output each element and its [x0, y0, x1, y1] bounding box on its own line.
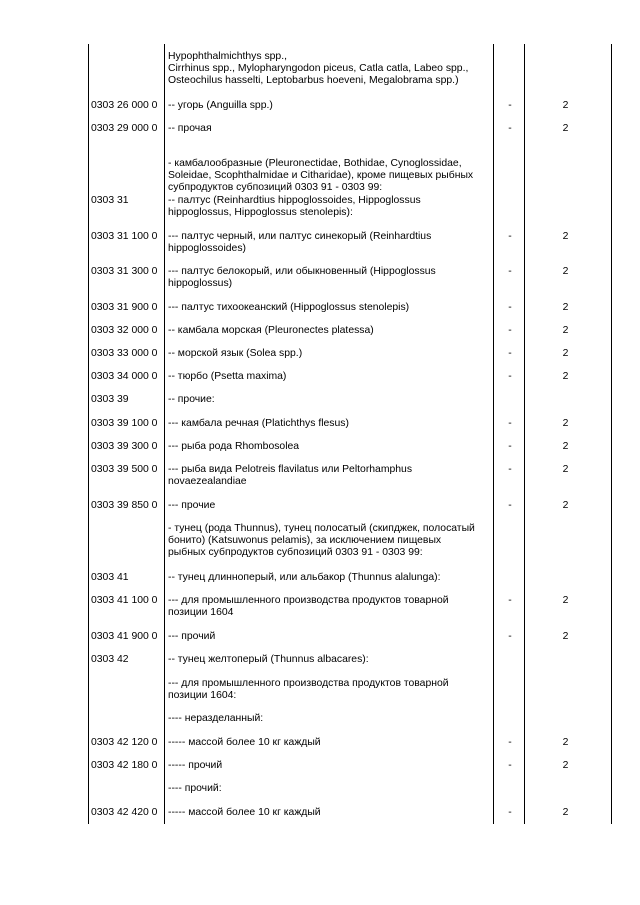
commodity-description: --- для промышленного производства продуктов товарной позиции 1604	[168, 595, 449, 618]
tariff-code: 0303 39	[91, 394, 129, 405]
table-border-left	[88, 44, 89, 824]
duty-rate: 2	[562, 266, 569, 277]
tariff-code: 0303 42	[91, 654, 129, 665]
duty-rate: 2	[562, 100, 569, 111]
unit-mark: -	[508, 325, 512, 336]
tariff-code: 0303 41 100 0	[91, 595, 158, 606]
unit-mark: -	[508, 807, 512, 818]
commodity-description: --- прочие	[168, 500, 216, 511]
tariff-code: 0303 32 000 0	[91, 325, 158, 336]
duty-rate: 2	[562, 302, 569, 313]
commodity-description: --- рыба вида Pelotreis flavilatus или Peltorhamphus novaezealandiae	[168, 464, 413, 487]
unit-mark: -	[508, 464, 512, 475]
duty-rate: 2	[562, 500, 569, 511]
commodity-description: ----- прочий	[168, 760, 223, 771]
duty-rate: 2	[562, 123, 569, 134]
commodity-description: --- палтус белокорый, или обыкновенный (Hippoglossus hippoglossus)	[168, 266, 436, 289]
commodity-description: --- палтус тихоокеанский (Hippoglossus stenolepis)	[168, 302, 410, 313]
duty-rate: 2	[562, 348, 569, 359]
unit-mark: -	[508, 100, 512, 111]
commodity-description: Hypophthalmichthys spp., Cirrhinus spp., Mylopharyngodon piceus, Catla catla, Labeo spp., Osteochilus hasselti, Leptobarbus hoeveni, Megalobrama spp.)	[168, 51, 469, 86]
tariff-code: 0303 34 000 0	[91, 371, 158, 382]
commodity-description: --- камбала речная (Platichthys flesus)	[168, 418, 349, 429]
tariff-code: 0303 26 000 0	[91, 100, 158, 111]
duty-rate: 2	[562, 631, 569, 642]
duty-rate: 2	[562, 325, 569, 336]
column-divider-unit	[524, 44, 525, 824]
duty-rate: 2	[562, 760, 569, 771]
tariff-code: 0303 42 120 0	[91, 737, 158, 748]
unit-mark: -	[508, 371, 512, 382]
duty-rate: 2	[562, 441, 569, 452]
tariff-code: 0303 31 300 0	[91, 266, 158, 277]
tariff-code: 0303 39 300 0	[91, 441, 158, 452]
commodity-description: -- тюрбо (Psetta maxima)	[168, 371, 287, 382]
duty-rate: 2	[562, 737, 569, 748]
duty-rate: 2	[562, 807, 569, 818]
duty-rate: 2	[562, 595, 569, 606]
tariff-code: 0303 31 900 0	[91, 302, 158, 313]
tariff-code: 0303 31	[91, 195, 129, 206]
tariff-code: 0303 33 000 0	[91, 348, 158, 359]
unit-mark: -	[508, 302, 512, 313]
unit-mark: -	[508, 631, 512, 642]
commodity-description: ---- неразделанный:	[168, 713, 264, 724]
duty-rate: 2	[562, 418, 569, 429]
commodity-description: -- тунец желтоперый (Thunnus albacares):	[168, 654, 369, 665]
commodity-description: -- тунец длинноперый, или альбакор (Thunnus alalunga):	[168, 572, 441, 583]
commodity-description: --- прочий	[168, 631, 216, 642]
duty-rate: 2	[562, 371, 569, 382]
commodity-description: -- прочие:	[168, 394, 215, 405]
tariff-code: 0303 31 100 0	[91, 231, 158, 242]
unit-mark: -	[508, 760, 512, 771]
commodity-description: ----- массой более 10 кг каждый	[168, 737, 321, 748]
tariff-code: 0303 41 900 0	[91, 631, 158, 642]
tariff-code: 0303 39 500 0	[91, 464, 158, 475]
unit-mark: -	[508, 348, 512, 359]
unit-mark: -	[508, 123, 512, 134]
tariff-code: 0303 42 420 0	[91, 807, 158, 818]
commodity-description: - тунец (рода Thunnus), тунец полосатый (скипджек, полосатый бонито) (Katsuwonus pelamis), за исключением пищевых рыбных субпродуктов субпозиций 0303 91 - 0303 99:	[168, 523, 475, 558]
duty-rate: 2	[562, 464, 569, 475]
tariff-code: 0303 41	[91, 572, 129, 583]
commodity-description: -- палтус (Reinhardtius hippoglossoides, Hippoglossus hippoglossus, Hippoglossus stenolepis):	[168, 195, 421, 218]
tariff-code: 0303 39 100 0	[91, 418, 158, 429]
commodity-description: --- для промышленного производства продуктов товарной позиции 1604:	[168, 678, 449, 701]
unit-mark: -	[508, 595, 512, 606]
unit-mark: -	[508, 500, 512, 511]
duty-rate: 2	[562, 231, 569, 242]
commodity-description: -- прочая	[168, 123, 212, 134]
unit-mark: -	[508, 441, 512, 452]
tariff-code: 0303 29 000 0	[91, 123, 158, 134]
commodity-description: -- камбала морская (Pleuronectes platessa)	[168, 325, 374, 336]
column-divider-description	[493, 44, 494, 824]
tariff-code: 0303 42 180 0	[91, 760, 158, 771]
commodity-description: ----- массой более 10 кг каждый	[168, 807, 321, 818]
table-border-right	[611, 44, 612, 824]
tariff-code: 0303 39 850 0	[91, 500, 158, 511]
commodity-description: -- угорь (Anguilla spp.)	[168, 100, 273, 111]
column-divider-code	[164, 44, 165, 824]
commodity-description: -- морской язык (Solea spp.)	[168, 348, 303, 359]
commodity-description: --- рыба рода Rhombosolea	[168, 441, 300, 452]
unit-mark: -	[508, 737, 512, 748]
unit-mark: -	[508, 266, 512, 277]
commodity-description: - камбалообразные (Pleuronectidae, Bothidae, Cynoglossidae, Soleidae, Scophthalmidae и Citharidae), кроме пищевых рыбных субпродуктов субпозиций 0303 91 - 0303 99:	[168, 158, 474, 193]
unit-mark: -	[508, 418, 512, 429]
commodity-description: --- палтус черный, или палтус синекорый (Reinhardtius hippoglossoides)	[168, 231, 432, 254]
commodity-description: ---- прочий:	[168, 783, 222, 794]
unit-mark: -	[508, 231, 512, 242]
